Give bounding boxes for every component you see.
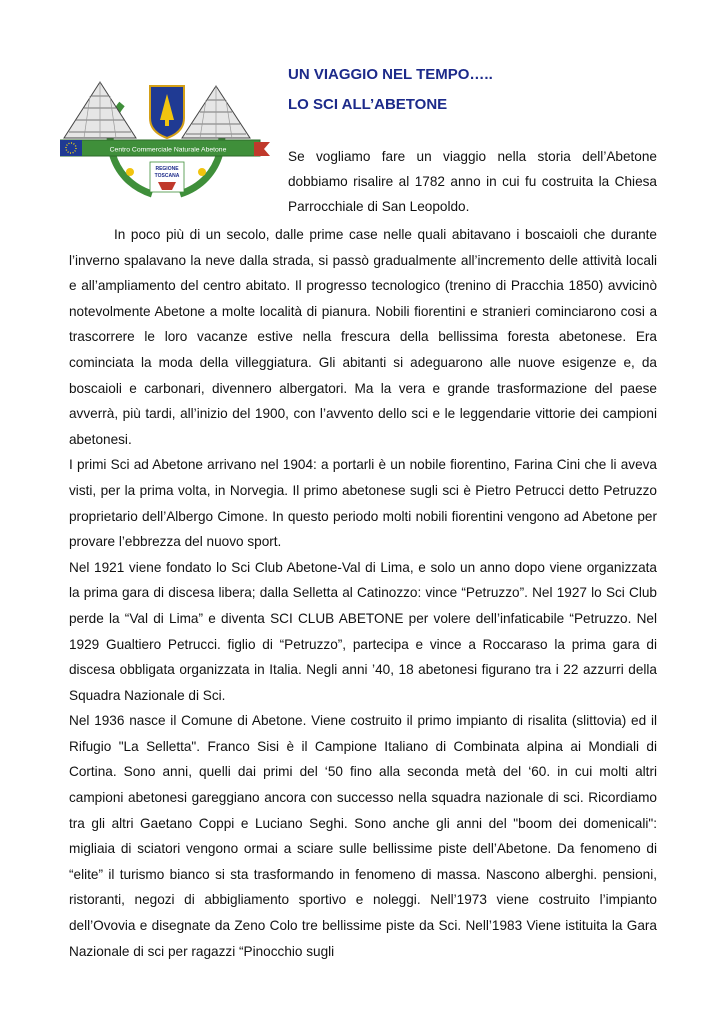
paragraph: In poco più di un secolo, dalle prime case nelle quali abitavano i boscaioli che durante l’inverno spalavano la neve dalla strada, si passò gradualmente all’incremento delle attività locali e all’ampliamento del centro abitato. Il progresso tecnologico (trenino di Pracchia 1850) avvicinò notevolmente Abetone a molte località di pianura. Nobili fiorentini e stranieri cominciarono cosi a trascorrere le loro vacanze estive nella frescura della bellissima foresta abetonese. Era cominciata la moda della villeggiatura. Gli abitanti si adeguarono alle nuove esigenze e, da boscaioli e carbonari, divennero albergatori. Ma la vera e grande trasformazione del paese avverrà, più tardi, all’inizio del 1900, con l’avvento dello sci e le leggendarie vittorie dei campioni abetonesi. [69,227,657,447]
right-pyramid-icon [182,86,250,138]
title-line-1: UN VIAGGIO NEL TEMPO….. [288,66,493,83]
left-pyramid-icon [64,82,136,138]
title-line-2: LO SCI ALL’ABETONE [288,96,448,113]
banner-text: Centro Commerciale Naturale Abetone [109,146,227,154]
article-body [69,222,657,964]
region-text-1: REGIONE [155,166,179,172]
banner-ribbon-icon [254,142,270,156]
eu-flag-icon [60,140,82,156]
crest-shield-icon [150,86,184,138]
banner [60,140,270,156]
abetone-logo [60,80,270,206]
paragraph: I primi Sci ad Abetone arrivano nel 1904: a portarli è un nobile fiorentino, Farina Cini che li aveva visti, per la prima volta, in Norvegia. Il primo abetonese sugli sci è Pietro Petrucci detto Petruzzo proprietario dell’Albergo Cimone. In questo periodo molti nobili fiorentini vengono ad Abetone per provare l’ebbrezza del nuovo sport. [69,457,657,550]
paragraph: Nel 1921 viene fondato lo Sci Club Abetone-Val di Lima, e solo un anno dopo viene organizzata la prima gara di discesa libera; dalla Selletta al Catinozzo: vince “Petruzzo”. Nel 1927 lo Sci Club perde la “Val di Lima” e diventa SCI CLUB ABETONE per volere dell’infaticabile “Petruzzo. Nel 1929 Gualtiero Petrucci. figlio di “Petruzzo”, partecipa e vince a Roccaraso la prima gara di discesa obbligata organizzata in Italia. Negli anni ’40, 18 abetonesi figurano tra i 22 azzurri della Squadra Nazionale di Sci. [69,559,657,703]
intro-paragraph: Se vogliamo fare un viaggio nella storia dell’Abetone dobbiamo risalire al 1782 anno in cui fu costruita la Chiesa Parrocchiale di San Leopoldo. [288,149,657,214]
paragraph: Nel 1936 nasce il Comune di Abetone. Viene costruito il primo impianto di risalita (slittovia) ed il Rifugio "La Selletta". Franco Sisi è il Campione Italiano di Combinata alpina ai Mondiali di Cortina. Sono anni, quelli dai primi del ‘50 fino alla seconda metà del ‘60. in cui molti altri campioni abetonesi gareggiano ancora con successo nella squadra nazionale di sci. Ricordiamo tra gli altri Gaetano Coppi e Luciano Seghi. Sono anche gli anni del "boom dei domenicali": migliaia di sciatori vengono ormai a sciare sulle bellissime piste dell’Abetone. Da fenomeno di “elite” il turismo bianco si sta trasformando in fenomeno di massa. Nascono alberghi. pensioni, ristoranti, negozi di abbigliamento sportivo e noleggi. Nell’1973 viene costruito l’impianto dell’Ovovia e disegnate da Zeno Colo tre bellissime piste da Sci. Nell’1983 Viene istituita la Gara Nazionale di sci per ragazzi “Pinocchio sugli [69,713,657,959]
region-text-2: TOSCANA [154,173,180,179]
regione-toscana-mark [150,162,184,192]
